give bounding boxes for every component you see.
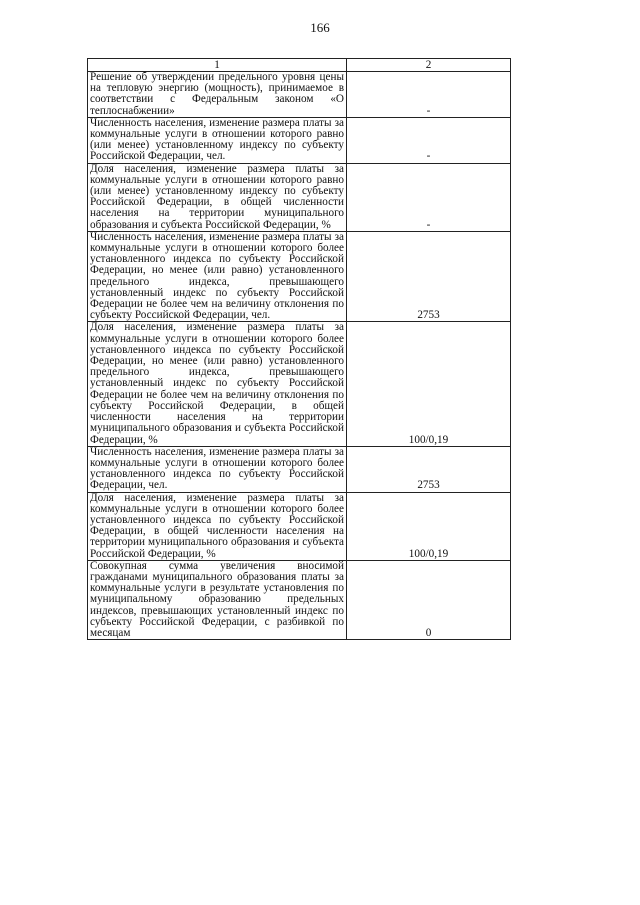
table-row	[88, 492, 511, 560]
row-value: 0	[347, 560, 511, 639]
row-label: Доля населения, изменение размера платы за коммунальные услуги в отношении которого более установленного индекса по субъекту Российской Федерации, в общей численности населения на территории муниципального образования и субъекта Российской Федерации, %	[88, 492, 347, 560]
table-row	[88, 72, 511, 118]
row-label: Совокупная сумма увеличения вносимой гражданами муниципального образования платы за коммунальные услуги в результате установления по муниципальному образованию предельных индексов, превышающих установленный индекс по субъекту Российской Федерации, с разбивкой по месяцам	[88, 560, 347, 639]
row-value: 100/0,19	[347, 322, 511, 446]
column-header-2: 2	[347, 59, 511, 72]
table-row	[88, 231, 511, 322]
table-row	[88, 163, 511, 231]
row-label: Численность населения, изменение размера платы за коммунальные услуги в отношении которого более установленного индекса по субъекту Российской Федерации, но менее (или равно) установленного предельного индекса, превышающего установленный индекс по субъекту Российской Федерации не более чем на величину отклонения по субъекту Российской Федерации, чел.	[88, 231, 347, 322]
row-value: 2753	[347, 231, 511, 322]
row-label: Доля населения, изменение размера платы за коммунальные услуги в отношении которого равно (или менее) установленному индексу по субъекту Российской Федерации, в общей численности населения на территории муниципального образования и субъекта Российской Федерации, %	[88, 163, 347, 231]
row-value: -	[347, 72, 511, 118]
row-value: 100/0,19	[347, 492, 511, 560]
table-header-row	[88, 59, 511, 72]
row-label: Доля населения, изменение размера платы за коммунальные услуги в отношении которого более установленного индекса по субъекту Российской Федерации, но менее (или равно) установленного предельного индекса, превышающего установленный индекс по субъекту Российской Федерации не более чем на величину отклонения по субъекту Российской Федерации, в общей численности населения на территории муниципального образования и субъекта Российской Федерации, %	[88, 322, 347, 446]
table-row	[88, 322, 511, 446]
row-value: -	[347, 117, 511, 163]
page-number: 166	[310, 20, 330, 35]
row-label: Численность населения, изменение размера платы за коммунальные услуги в отношении которого более установленного индекса по субъекту Российской Федерации, чел.	[88, 446, 347, 492]
row-label: Решение об утверждении предельного уровня цены на тепловую энергию (мощность), принимаемое в соответствии с Федеральным законом «О теплоснабжении»	[88, 72, 347, 118]
table-row	[88, 117, 511, 163]
row-value: -	[347, 163, 511, 231]
row-value: 2753	[347, 446, 511, 492]
column-header-1: 1	[88, 59, 347, 72]
table-row	[88, 560, 511, 639]
row-label: Численность населения, изменение размера платы за коммунальные услуги в отношении которого равно (или менее) установленному индексу по субъекту Российской Федерации, чел.	[88, 117, 347, 163]
table-row	[88, 446, 511, 492]
indicator-table	[87, 58, 511, 640]
